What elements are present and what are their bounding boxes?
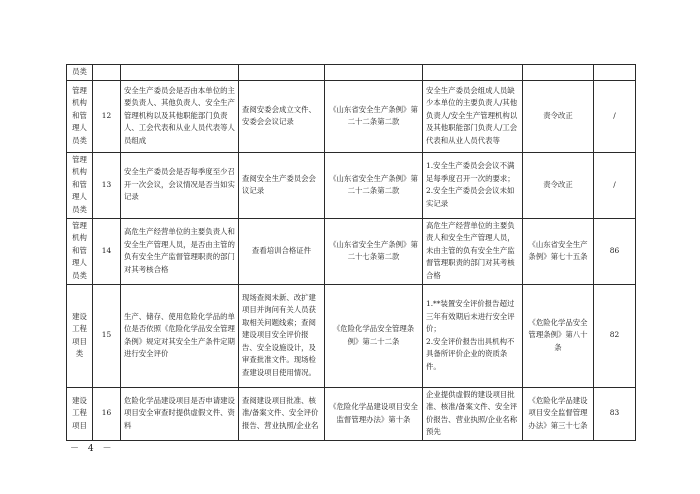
inspection-method: 查阅安委会成立文件、安委会会议记录 bbox=[239, 80, 325, 152]
penalty-basis: 82 bbox=[594, 284, 636, 387]
table-row bbox=[67, 387, 636, 440]
penalty: 责令改正 bbox=[523, 80, 594, 152]
legal-basis: 《山东省安全生产条例》第二十二条第二款 bbox=[325, 152, 423, 218]
inspection-method: 查阅安全生产委员会会议记录 bbox=[239, 152, 325, 218]
item-number: 16 bbox=[93, 387, 121, 440]
category-cell: 管理机构和管理人员类 bbox=[67, 152, 93, 218]
inspection-method: 现场查阅未新、改扩建项目并询问有关人员获取相关问题线索；查阅建设项目安全评价报告、安全设施设计，及审查批准文件。现场检查建设项目使用情况。 bbox=[239, 284, 325, 387]
issue-description: 高危生产经营单位的主要负责人和安全生产管理人员，未由主管的负有安全生产监督管理职责的部门对其考核合格 bbox=[423, 218, 523, 284]
inspection-method: 查看培训合格证件 bbox=[239, 218, 325, 284]
category-cell: 管理机构和管理人员类 bbox=[67, 218, 93, 284]
inspection-content: 安全生产委员会是否每季度至少召开一次会议，会议情况是否当如实记录 bbox=[121, 152, 239, 218]
item-number: 13 bbox=[93, 152, 121, 218]
penalty: 《危险化学品建设项目安全监督管理办法》第三十七条 bbox=[523, 387, 594, 440]
table-row bbox=[67, 80, 636, 152]
penalty-basis: / bbox=[594, 152, 636, 218]
legal-basis: 《山东省安全生产条例》第二十二条第二款 bbox=[325, 80, 423, 152]
inspection-content: 高危生产经营单位的主要负责人和安全生产管理人员，是否由主管的负有安全生产监督管理职责的部门对其考核合格 bbox=[121, 218, 239, 284]
issue-description: 安全生产委员会组成人员缺少本单位的主要负责人/其他负责人/安全生产管理机构以及其他职能部门负责人/工会代表和从业人员代表等 bbox=[423, 80, 523, 152]
penalty: 《危险化学品安全管理条例》第八十条 bbox=[523, 284, 594, 387]
issue-description: 1.**装置安全评价报告超过三年有效期后未进行安全评价； 2.安全评价报告出具机构不具备所评价企业的资质条件。 bbox=[423, 284, 523, 387]
inspection-content: 安全生产委员会是否由本单位的主要负责人、其他负责人、安全生产管理机构以及其他职能部门负责人、工会代表和从业人员代表等人员组成 bbox=[121, 80, 239, 152]
category-cell: 管理机构和管理人员类 bbox=[67, 80, 93, 152]
issue-description: 企业提供虚假的建设项目批准、核准/备案文件、安全评价报告、营业执照/企业名称预先 bbox=[423, 387, 523, 440]
table-row bbox=[67, 218, 636, 284]
inspection-content: 危险化学品建设项目是否申请建设项目安全审查时提供虚假文件、资料 bbox=[121, 387, 239, 440]
table-row-fragment bbox=[67, 65, 636, 81]
table-row bbox=[67, 152, 636, 218]
page-number: － 4 － bbox=[70, 444, 115, 454]
legal-basis: 《山东省安全生产条例》第二十七条第二款 bbox=[325, 218, 423, 284]
inspection-method: 查阅建设项目批准、核准/备案文件、安全评价报告、营业执照/企业名 bbox=[239, 387, 325, 440]
item-number: 12 bbox=[93, 80, 121, 152]
penalty-basis: / bbox=[594, 80, 636, 152]
legal-basis: 《危险化学品安全管理条例》第二十二条 bbox=[325, 284, 423, 387]
regulation-table bbox=[66, 64, 636, 441]
category-cell: 建设工程项目类 bbox=[67, 284, 93, 387]
legal-basis: 《危险化学品建设项目安全监督管理办法》第十条 bbox=[325, 387, 423, 440]
penalty-basis: 86 bbox=[594, 218, 636, 284]
penalty: 责令改正 bbox=[523, 152, 594, 218]
penalty: 《山东省安全生产条例》第七十五条 bbox=[523, 218, 594, 284]
table-row bbox=[67, 284, 636, 387]
category-cell: 建设工程项目 bbox=[67, 387, 93, 440]
inspection-content: 生产、储存、使用危险化学品的单位是否依照《危险化学品安全管理条例》规定对其安全生产条件定期进行安全评价 bbox=[121, 284, 239, 387]
issue-description: 1.安全生产委员会会议不满足每季度召开一次的要求； 2.安全生产委员会会议未如实记录 bbox=[423, 152, 523, 218]
penalty-basis: 83 bbox=[594, 387, 636, 440]
item-number: 14 bbox=[93, 218, 121, 284]
item-number: 15 bbox=[93, 284, 121, 387]
category-cell: 员类 bbox=[67, 65, 93, 81]
